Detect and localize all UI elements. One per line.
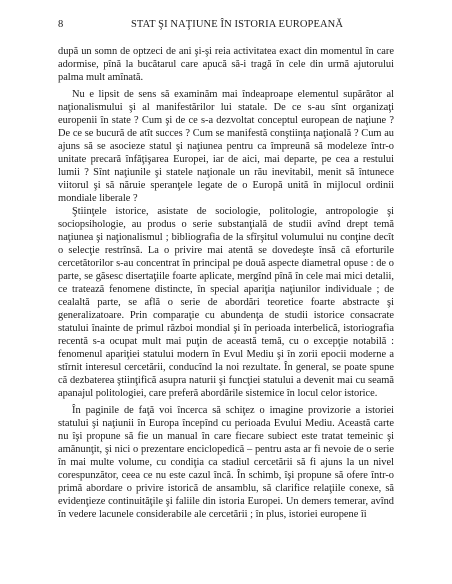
body-text: [58, 45, 394, 521]
paragraph-questions: Nu e lipsit de sens să examinăm mai îndeaproape elementul supărător al naţionalismului şi al manifestărilor lui statale. De ce s-au sînt organizaţi europenii în state ? Cum şi de ce s-a dezvoltat conceptul european de naţiune ? De ce se bucură de atît succes ? Cum se manifestă conştiinţa naţională ? Cum au ajuns să se asocieze statul şi naţiunea pentru ca împreună să modeleze într-o unitate precară înfăţişarea Europei, iar de aici, mai departe, pe cea a restului lumii ? Sînt naţiunile şi statele naţionale un rău inevitabil, menit să întunece viitorul şi să năruie speranţele legate de o Europă unită în mijlocul ordinii mondiale liberale ?: [58, 89, 394, 204]
paragraph-book-aims: În paginile de faţă voi încerca să schiţez o imagine provizorie a istoriei statului şi naţiunii în Europa începînd cu perioada Evului Mediu. Această carte nu îşi propune să fie un manual în care fiecare subiect este tratat temeinic şi amănunţit, şi nici o prezentare enciclopedică – pentru asta ar fi nevoie de o serie în mai multe volume, cu condiţia ca stadiul cercetării să fi ajuns la un nivel corespunzător, ceea ce nu este cazul încă. În schimb, îşi propune să ofere într-o primă abordare o privire istorică de ansamblu, să clarifice relaţiile conexe, să evidenţieze continuităţile şi faliile din istoria Europei. Un demers temerar, avînd în vedere lacunele considerabile ale cercetării ; în plus, istoriei europene îi: [58, 405, 394, 520]
paragraph-historiography: Ştiinţele istorice, asistate de sociologie, politologie, antropologie şi sociopsihologie, au produs o serie substanţială de studii avînd drept temă naţiunea şi naţionalismul ; bibliografia de la sfîrşitul volumului nu conţine decît o selecţie restrînsă. La o privire mai atentă se dovedeşte însă că eforturile cercetătorilor s-au concentrat în principal pe două aspecte diametral opuse : de o parte, se găsesc disertaţiile foarte aplicate, mergînd pînă în cele mai mici detalii, ce tratează fenomene distincte, în special apariţia naţiunilor individuale ; de cealaltă parte, se află o serie de abordări teoretice foarte abstracte şi generalizatoare. Prin comparaţie cu abundenţa de studii istorice consacrate statului înainte de primul război mondial şi în perioada interbelică, istoriografia recentă s-a ocupat mult mai puţin de această temă, cu o excepţie notabilă : fenomenul apariţiei statului modern în Evul Mediu şi în zorii epocii moderne a stîrnit interesul cercetării, conducînd la noi rezultate. În general, se poate spune că dezbaterea ştiinţifică asupra naturii şi funcţiei statului a devenit mai cu seamă apanajul politologiei, care preferă abordările sistemice în locul celor istorice.: [58, 206, 394, 399]
running-title: STAT ŞI NAŢIUNE ÎN ISTORIA EUROPEANĂ: [130, 19, 344, 30]
running-header: [58, 18, 394, 32]
paragraph-continuation: după un somn de optzeci de ani şi-şi reia activitatea exact din momentul în care adormise, pînă la bucătarul care apucă să-i tragă în cele din urmă ajutorului palma mult amînată.: [58, 46, 394, 83]
page-number: 8: [58, 19, 64, 30]
